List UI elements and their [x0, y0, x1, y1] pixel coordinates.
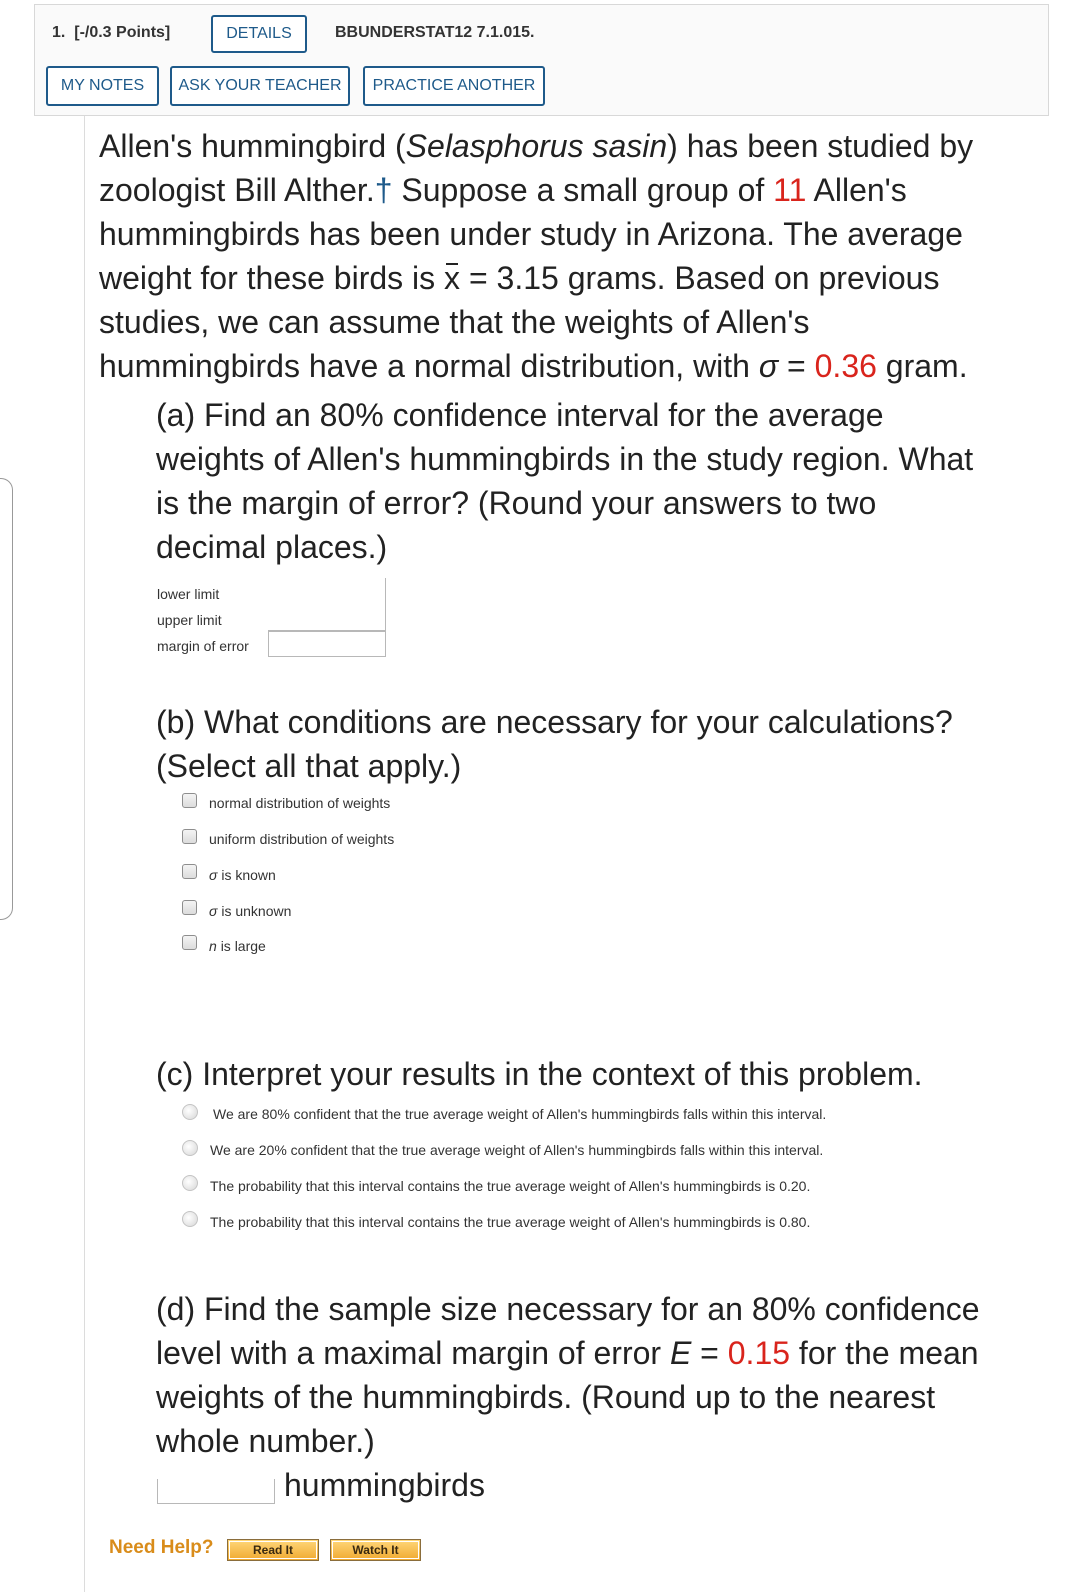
- margin-value: 0.15: [727, 1335, 791, 1371]
- upper-limit-input[interactable]: [268, 604, 386, 631]
- option-1-text: We are 80% confident that the true average weight of Allen's hummingbirds falls within this interval.: [213, 1106, 827, 1122]
- checkbox-sigma-unknown[interactable]: [182, 900, 197, 915]
- problem-code: BBUNDERSTAT12 7.1.015.: [335, 24, 535, 41]
- part-d-question: (d) Find the sample size necessary for an 80% confidence level with a maximal margin of error E = 0.15 for the mean weights of the hummingbirds. (Round up to the nearest whole number.): [156, 1291, 980, 1459]
- sample-size-value: 11: [773, 172, 807, 208]
- need-help-label: Need Help?: [109, 1537, 214, 1558]
- option-3-text: The probability that this interval contains the true average weight of Allen's hummingbirds is 0.20.: [210, 1178, 811, 1194]
- e-symbol: E: [669, 1335, 692, 1371]
- checkbox-sigma-known[interactable]: [182, 864, 197, 879]
- sample-size-input[interactable]: [157, 1479, 275, 1504]
- part-a-question: (a) Find an 80% confidence interval for the average weights of Allen's hummingbirds in the study region. What is the margin of error? (Round your answers to two decimal places.): [156, 397, 974, 565]
- checkbox-uniform-distribution[interactable]: [182, 829, 197, 844]
- margin-of-error-label: margin of error: [157, 638, 249, 654]
- lower-limit-input[interactable]: [268, 578, 386, 605]
- intro-paragraph: Allen's hummingbird (Selasphorus sasin) has been studied by zoologist Bill Alther.† Suppose a small group of 11 Allen's hummingbirds has been under study in Arizona. The average weight for these birds is x = 3.15 grams. Based on previous studies, we can assume that the weights of Allen's hummingbirds have a normal distribution, with σ = 0.36 gram.: [99, 128, 974, 384]
- details-button[interactable]: DETAILS: [211, 15, 307, 53]
- option-sigma-unknown: σ is unknown: [209, 903, 292, 919]
- option-uniform-distribution: uniform distribution of weights: [209, 831, 395, 847]
- part-b-question: (b) What conditions are necessary for your calculations? (Select all that apply.): [156, 704, 953, 784]
- lower-limit-label: lower limit: [157, 586, 220, 602]
- question-number: 1.: [52, 24, 66, 41]
- part-c-question: (c) Interpret your results in the context of this problem.: [156, 1056, 923, 1092]
- radio-option-3[interactable]: [182, 1175, 198, 1191]
- species-name: Selasphorus sasin: [405, 128, 668, 164]
- margin-of-error-input[interactable]: [268, 631, 386, 657]
- sigma-symbol: σ: [758, 348, 779, 384]
- hummingbirds-unit-label: hummingbirds: [284, 1467, 485, 1503]
- practice-another-button[interactable]: PRACTICE ANOTHER: [363, 66, 545, 106]
- upper-limit-label: upper limit: [157, 612, 222, 628]
- footnote-dagger-link[interactable]: †: [374, 172, 393, 208]
- my-notes-button[interactable]: MY NOTES: [46, 66, 159, 106]
- question-points: [52, 24, 170, 42]
- x-bar-symbol: x: [444, 256, 460, 300]
- option-sigma-known: σ is known: [209, 867, 276, 883]
- checkbox-n-large[interactable]: [182, 935, 197, 950]
- ask-teacher-button[interactable]: ASK YOUR TEACHER: [170, 66, 350, 106]
- content-divider: [84, 116, 85, 1592]
- radio-option-1[interactable]: [182, 1104, 198, 1120]
- option-normal-distribution: normal distribution of weights: [209, 795, 391, 811]
- watch-it-button[interactable]: Watch It: [330, 1539, 421, 1561]
- left-bracket-decoration: [0, 478, 13, 920]
- checkbox-normal-distribution[interactable]: [182, 793, 197, 808]
- sigma-value: 0.36: [814, 348, 877, 384]
- points-label: [-/0.3 Points]: [74, 24, 171, 41]
- read-it-button[interactable]: Read It: [227, 1539, 319, 1561]
- radio-option-4[interactable]: [182, 1211, 198, 1227]
- radio-option-2[interactable]: [182, 1140, 198, 1156]
- option-n-large: n is large: [209, 938, 266, 954]
- option-2-text: We are 20% confident that the true average weight of Allen's hummingbirds falls within this interval.: [210, 1142, 824, 1158]
- option-4-text: The probability that this interval contains the true average weight of Allen's hummingbirds is 0.80.: [210, 1214, 811, 1230]
